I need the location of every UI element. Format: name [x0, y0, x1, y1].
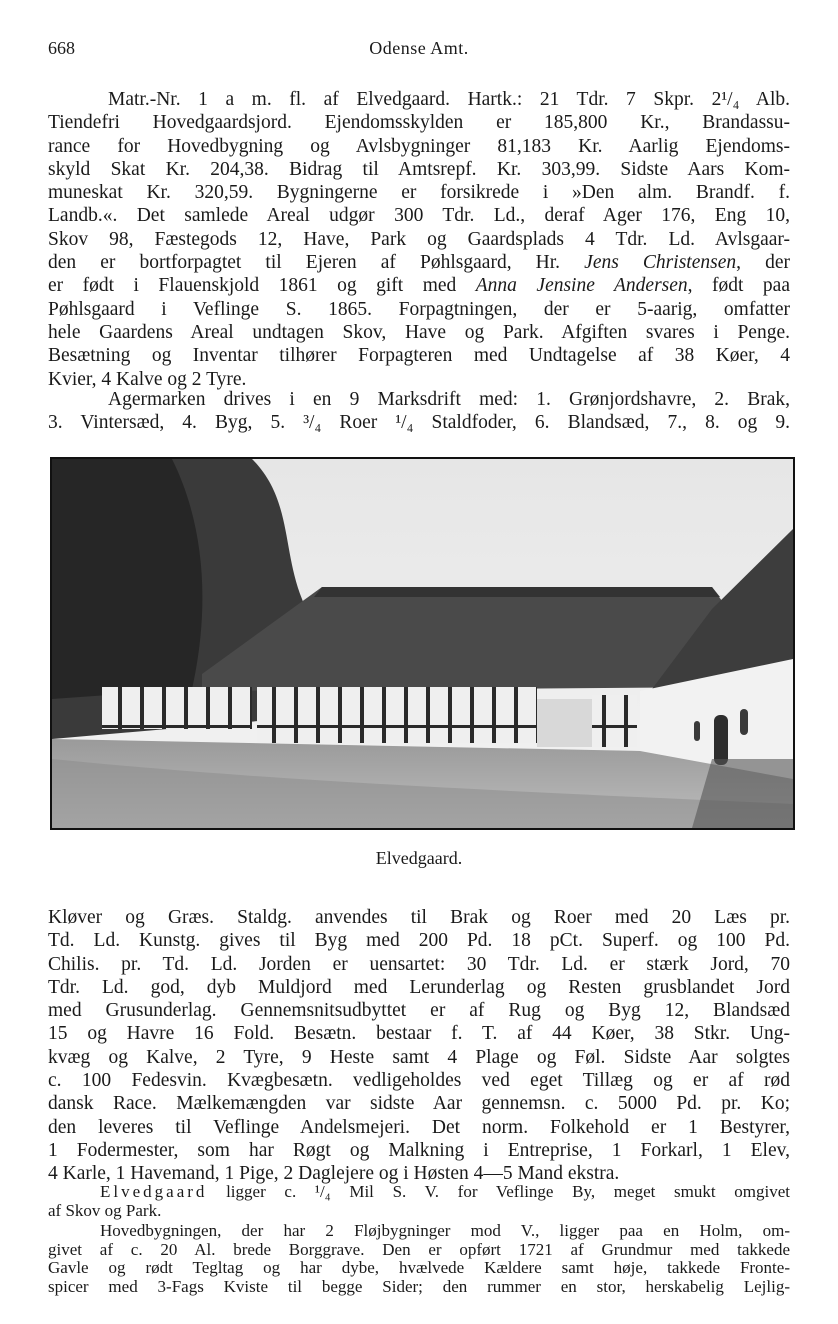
text-line: hele Gaardens Areal undtagen Skov, Have og Park. Afgiften svares i Penge.	[48, 321, 790, 343]
text-line: Kløver og Græs. Staldg. anvendes til Brak og Roer med 20 Læs pr.	[48, 907, 790, 928]
text-line: givet af c. 20 Al. brede Borggrave. Den er opført 1721 af Grundmur med takkede	[48, 1239, 790, 1259]
text-line: 15 og Havre 16 Fold. Besætn. bestaar f. T. af 44 Køer, 38 Stkr. Ung-	[48, 1023, 790, 1045]
text-fragment: , der	[736, 252, 790, 274]
text-line	[48, 1183, 790, 1202]
text-line: Besætning og Inventar tilhører Forpagteren med Undtagelse af 38 Køer, 4	[48, 345, 790, 367]
text-line: Skov 98, Fæstegods 12, Have, Park og Gaardsplads 4 Tdr. Ld. Avlsgaar-	[48, 228, 790, 250]
text-line: med Grusunderlag. Gennemsnitsudbyttet er af Rug og Byg 12, Blandsæd	[48, 1000, 790, 1022]
text-line: Gavle og rødt Tegltag og har dybe, hvælvede Kældere samt høje, takkede Fronte-	[48, 1258, 790, 1277]
text-line: af Skov og Park.	[48, 1200, 162, 1220]
text-line: 1 Fodermester, som har Røgt og Malkning i Entreprise, 1 Forkarl, 1 Elev,	[48, 1139, 790, 1161]
estate-name: Elvedgaard	[100, 1182, 208, 1201]
paragraph-location	[48, 1183, 790, 1220]
text-line: skyld Skat Kr. 204,38. Bidrag til Amtsrepf. Kr. 303,99. Sidste Aars Kom-	[48, 158, 790, 180]
text-line: Td. Ld. Kunstg. gives til Byg med 200 Pd. 18 pCt. Superf. og 100 Pd.	[48, 930, 790, 952]
text-line	[48, 251, 790, 274]
text-fragment: , født paa	[687, 275, 790, 297]
text-line: Matr.-Nr. 1 a m. fl. af Elvedgaard. Hartk.: 21 Tdr. 7 Skpr. 2¹/₄ Alb.	[108, 89, 790, 110]
text-line: Tdr. Ld. god, dyb Muldjord med Lerunderlag og Resten grusblandet Jord	[48, 976, 790, 998]
paragraph-farming-details	[48, 906, 790, 1186]
text-line: Chilis. pr. Td. Ld. Jorden er uensartet: 30 Tdr. Ld. er stærk Jord, 70	[48, 953, 790, 975]
tenant-name: Jens Christensen	[584, 252, 737, 274]
text-line: c. 100 Fedesvin. Kvægbesætn. vedligeholdes ved eget Tillæg og er af rød	[48, 1070, 790, 1092]
text-line	[48, 274, 790, 297]
text-line: kvæg og Kalve, 2 Tyre, 9 Heste samt 4 Plage og Føl. Sidste Aar solgtes	[48, 1046, 790, 1068]
text-line: Kvier, 4 Kalve og 2 Tyre.	[48, 368, 247, 390]
farm-photo-illustration	[52, 459, 793, 828]
text-line: rance for Hovedbygning og Avlsbygninger 81,183 Kr. Aarlig Ejendoms-	[48, 135, 790, 157]
paragraph-main-building	[48, 1222, 790, 1296]
farm-photograph	[50, 457, 795, 830]
text-fragment: den er bortforpagtet til Ejeren af Pøhlsgaard, Hr.	[48, 252, 561, 274]
paragraph-property-details	[48, 88, 790, 391]
text-line: 3. Vintersæd, 4. Byg, 5. ³/₄ Roer ¹/₄ Staldfoder, 6. Blandsæd, 7., 8. og 9.	[48, 412, 790, 434]
text-fragment: ligger c. ¹/₄ Mil S. V. for Veflinge By, meget smukt omgivet	[207, 1182, 790, 1201]
text-line: den leveres til Veflinge Andelsmejeri. Det norm. Folkehold er 1 Bestyrer,	[48, 1116, 790, 1138]
page-header	[48, 38, 790, 62]
text-line: Agermarken drives i en 9 Marksdrift med: 1. Grønjordshavre, 2. Brak,	[108, 389, 790, 410]
wife-name: Anna Jensine Andersen	[475, 275, 688, 297]
text-line: dansk Race. Mælkemængden var sidste Aar gennemsn. c. 5000 Pd. pr. Ko;	[48, 1093, 790, 1115]
page-number: 668	[48, 38, 75, 58]
text-line: muneskat Kr. 320,59. Bygningerne er forsikrede i »Den alm. Brandf. f.	[48, 182, 790, 204]
text-line: Landb.«. Det samlede Areal udgør 300 Tdr. Ld., deraf Ager 176, Eng 10,	[48, 205, 790, 227]
text-line: Pøhlsgaard i Veflinge S. 1865. Forpagtningen, der er 5-aarig, omfatter	[48, 298, 790, 320]
text-line: spicer med 3-Fags Kviste til begge Sider; den rummer en stor, herskabelig Lejlig-	[48, 1276, 790, 1296]
text-line: Hovedbygningen, der har 2 Fløjbygninger mod V., ligger paa en Holm, om-	[100, 1221, 790, 1240]
text-fragment: er født i Flauenskjold 1861 og gift med	[48, 275, 457, 297]
paragraph-crop-rotation	[48, 388, 790, 435]
photo-caption: Elvedgaard.	[375, 848, 463, 868]
running-head: Odense Amt.	[369, 38, 469, 58]
text-line: 4 Karle, 1 Havemand, 1 Pige, 2 Daglejere og i Høsten 4—5 Mand ekstra.	[48, 1163, 620, 1185]
text-line: Tiendefri Hovedgaardsjord. Ejendomsskylden er 185,800 Kr., Brandassu-	[48, 112, 790, 134]
